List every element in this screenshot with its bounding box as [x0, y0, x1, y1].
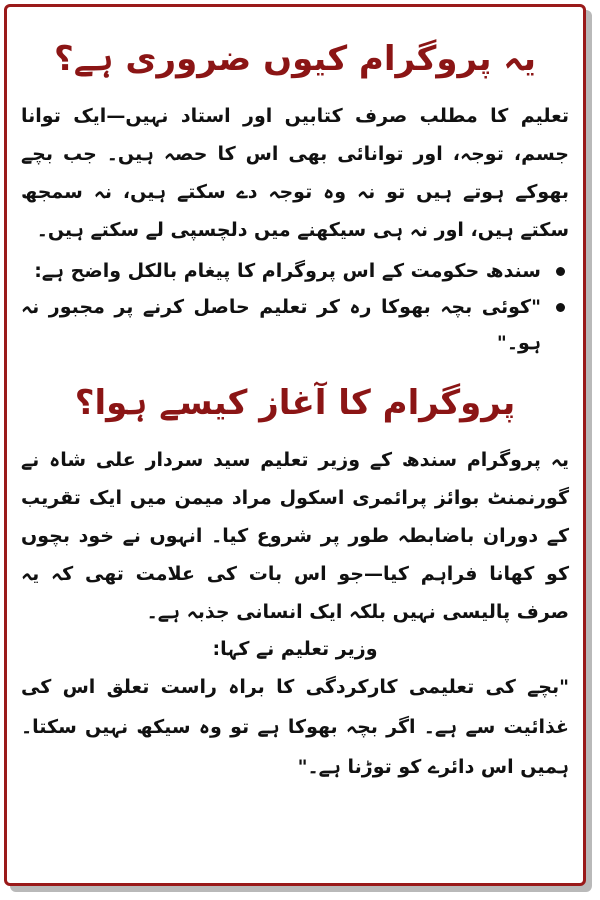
intro-paragraph: تعلیم کا مطلب صرف کتابیں اور استاد نہیں—ایک توانا جسم، توجہ، اور توانائی بھی اس کا حصہ ہیں۔ جب بچے بھوکے ہوتے ہیں تو نہ وہ توجہ دے سکتے ہیں، نہ سمجھ سکتے ہیں، اور نہ ہی سیکھنے میں دلچسپی لے سکتے ہیں۔ — [21, 105, 569, 241]
minister-said-label: وزیر تعلیم نے کہا: — [212, 638, 378, 660]
section-heading-why-important: یہ پروگرام کیوں ضروری ہے؟ — [53, 39, 536, 79]
page-frame — [4, 4, 586, 886]
launch-paragraph: یہ پروگرام سندھ کے وزیر تعلیم سید سردار علی شاہ نے گورنمنٹ بوائز پرائمری اسکول مراد میمن میں ایک تقریب کے دوران باضابطہ طور پر شروع کیا۔ انہوں نے خود بچوں کو کھانا فراہم کیا—جو اس بات کی علامت تھی کہ یہ صرف پالیسی نہیں بلکہ ایک انسانی جذبہ ہے۔ — [21, 449, 569, 623]
bullet-item: "کوئی بچہ بھوکا رہ کر تعلیم حاصل کرنے پر مجبور نہ ہو۔" — [21, 289, 541, 361]
article-content — [21, 21, 569, 875]
minister-quote: "بچے کی تعلیمی کارکردگی کا براہ راست تعلق اس کی غذائیت سے ہے۔ اگر بچہ بھوکا ہے تو وہ سیکھ نہیں سکتا۔ ہمیں اس دائرے کو توڑنا ہے۔" — [21, 676, 569, 778]
bullet-item: سندھ حکومت کے اس پروگرام کا پیغام بالکل واضح ہے: — [21, 253, 541, 289]
section-heading-how-started: پروگرام کا آغاز کیسے ہوا؟ — [74, 383, 516, 423]
message-bullet-list — [21, 253, 569, 361]
